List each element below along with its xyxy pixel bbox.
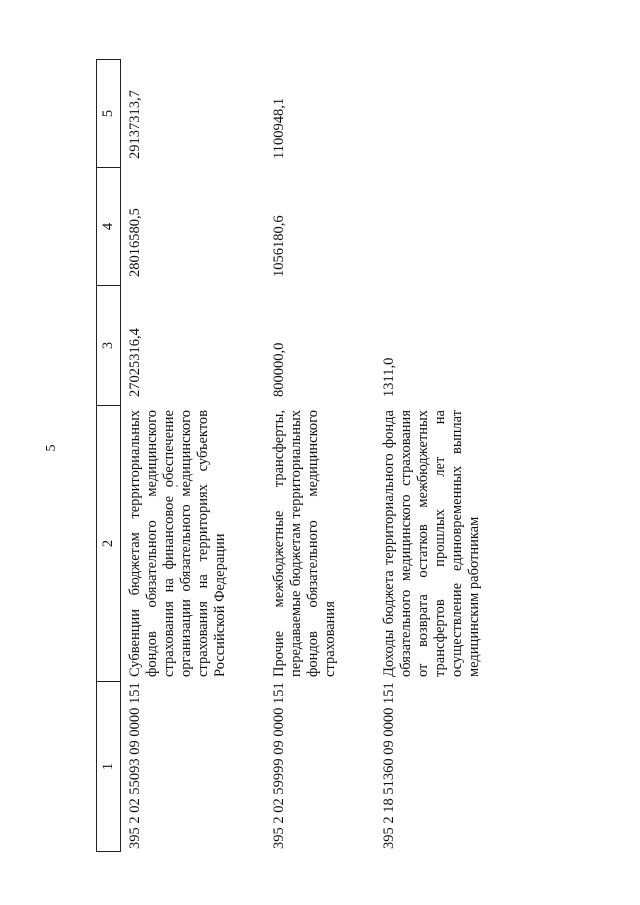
value-col-3: 27025316,4 <box>127 328 143 397</box>
header-col-4: 4 <box>97 168 121 286</box>
revenue-table <box>96 59 505 852</box>
row-description: Прочие межбюджетные трансферты, передаваемые бюджетам территориальных фондов обязательного медицинского страхования <box>271 410 338 677</box>
table-row <box>375 60 505 852</box>
header-col-5: 5 <box>97 60 121 168</box>
value-col-5 <box>375 60 505 168</box>
table-row <box>265 60 375 852</box>
header-col-2: 2 <box>97 406 121 682</box>
value-col-4: 28016580,5 <box>127 208 143 277</box>
row-description: Субвенции бюджетам территориальных фондов обязательного медицинского страхования на финансовое обеспечение организации обязательного медицинского страхования на территориях субъектов Российской Федерации <box>127 410 228 677</box>
budget-code: 395 2 02 59999 09 0000 151 <box>271 682 287 849</box>
header-col-3: 3 <box>97 286 121 406</box>
header-col-1: 1 <box>97 682 121 852</box>
header-row <box>97 60 121 852</box>
budget-code: 395 2 18 51360 09 0000 151 <box>381 682 397 849</box>
budget-code: 395 2 02 55093 09 0000 151 <box>127 682 143 849</box>
value-col-3: 800000,0 <box>271 342 287 397</box>
row-description: Доходы бюджета территориального фонда обязательного медицинского страхования от возврата остатков межбюджетных трансфертов прошлых лет на осуществление единовременных выплат медицинским работникам <box>381 410 482 677</box>
table-row <box>121 60 266 852</box>
value-col-5: 29137313,7 <box>127 90 143 159</box>
value-col-3: 1311,0 <box>381 357 397 397</box>
value-col-4: 1056180,6 <box>271 215 287 277</box>
value-col-4 <box>375 168 505 286</box>
page-number: 5 <box>44 444 59 452</box>
value-col-5: 1100948,1 <box>271 97 287 159</box>
rotated-table-container <box>96 60 521 852</box>
